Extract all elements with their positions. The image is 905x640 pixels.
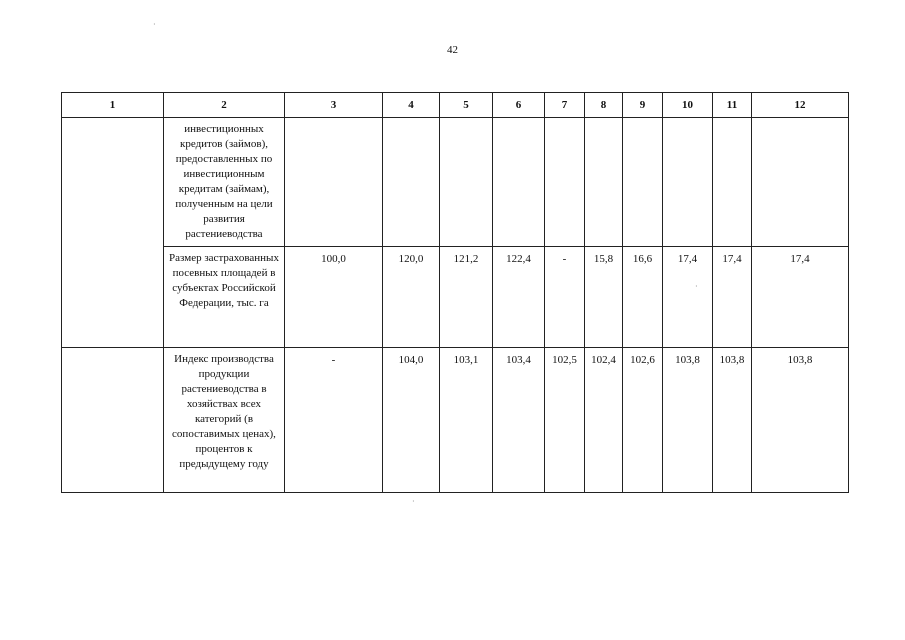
column-header: 11 [713, 93, 752, 118]
table-row [62, 247, 849, 348]
value-cell: 102,6 [623, 348, 663, 493]
table-row [62, 348, 849, 493]
value-cell: 122,4 [493, 247, 545, 348]
scan-speck: · [412, 497, 415, 506]
value-cell [545, 118, 585, 247]
value-cell [440, 118, 493, 247]
value-cell: 16,6 [623, 247, 663, 348]
value-cell: 120,0 [383, 247, 440, 348]
scan-speck: · [153, 20, 156, 29]
value-cell: 102,4 [585, 348, 623, 493]
value-cell: 100,0 [285, 247, 383, 348]
value-cell [623, 118, 663, 247]
value-cell: 17,4 [752, 247, 849, 348]
value-cell: - [545, 247, 585, 348]
value-cell [493, 118, 545, 247]
header-row [62, 93, 849, 118]
value-cell [752, 118, 849, 247]
row-number-cell [62, 118, 164, 348]
value-cell [383, 118, 440, 247]
page-number: 42 [447, 44, 458, 56]
value-cell: 15,8 [585, 247, 623, 348]
value-cell: 17,4 [713, 247, 752, 348]
indicator-description: инвестиционных кредитов (займов), предоставленных по инвестиционным кредитам (займам), полученным на цели развития растениеводства [164, 118, 285, 247]
row-number-cell [62, 348, 164, 493]
column-header: 10 [663, 93, 713, 118]
value-cell [285, 118, 383, 247]
indicator-description: Размер застрахованных посевных площадей в субъектах Российской Федерации, тыс. га [164, 247, 285, 348]
value-cell: 103,8 [663, 348, 713, 493]
value-cell: 104,0 [383, 348, 440, 493]
column-header: 2 [164, 93, 285, 118]
column-header: 7 [545, 93, 585, 118]
value-cell: 103,1 [440, 348, 493, 493]
value-cell: 102,5 [545, 348, 585, 493]
scan-speck: · [695, 282, 698, 291]
column-header: 1 [62, 93, 164, 118]
value-cell [585, 118, 623, 247]
column-header: 4 [383, 93, 440, 118]
value-cell: - [285, 348, 383, 493]
value-cell [663, 118, 713, 247]
value-cell: 103,8 [713, 348, 752, 493]
data-table [61, 92, 849, 493]
column-header: 6 [493, 93, 545, 118]
value-cell: 103,4 [493, 348, 545, 493]
column-header: 9 [623, 93, 663, 118]
indicator-description: Индекс производства продукции растениеводства в хозяйствах всех категорий (в сопоставимых ценах), процентов к предыдущему году [164, 348, 285, 493]
value-cell: 17,4 [663, 247, 713, 348]
value-cell [713, 118, 752, 247]
value-cell: 103,8 [752, 348, 849, 493]
table-row [62, 118, 849, 247]
column-header: 3 [285, 93, 383, 118]
column-header: 8 [585, 93, 623, 118]
value-cell: 121,2 [440, 247, 493, 348]
column-header: 12 [752, 93, 849, 118]
column-header: 5 [440, 93, 493, 118]
